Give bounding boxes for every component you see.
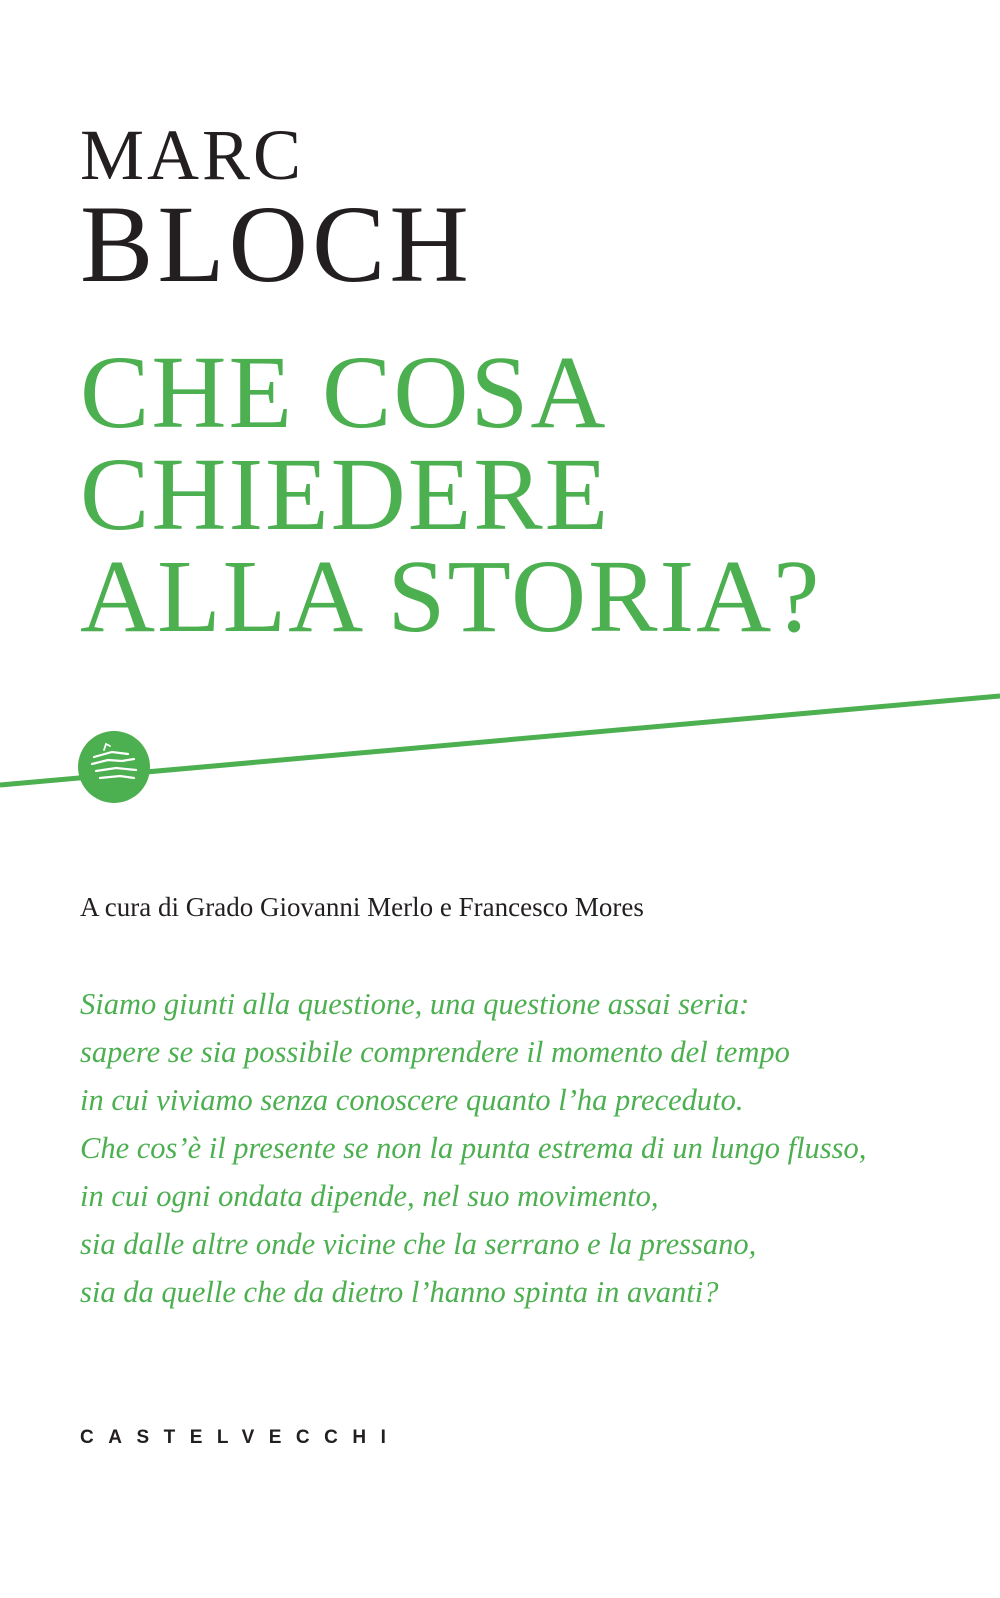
quote-line-1: Siamo giunti alla questione, una questione assai seria:: [80, 987, 750, 1021]
quote-line-6: sia dalle altre onde vicine che la serrano e la pressano,: [80, 1227, 757, 1261]
title-line-3: ALLA STORIA?: [80, 539, 822, 654]
quote-line-7: sia da quelle che da dietro l’hanno spinta in avanti?: [80, 1275, 719, 1309]
author-name: [80, 115, 473, 305]
title-line-2: CHIEDERE: [80, 437, 611, 552]
divider-with-logo: [0, 680, 1000, 810]
curator-credit: A cura di Grado Giovanni Merlo e Francesco Mores: [80, 892, 644, 922]
cover-quote: [80, 980, 866, 1316]
publisher-name: CASTELVECCHI: [80, 1427, 401, 1448]
author-first-name: MARC: [80, 115, 305, 195]
quote-line-2: sapere se sia possibile comprendere il momento del tempo: [80, 1035, 790, 1069]
title-line-1: CHE COSA: [80, 335, 608, 450]
quote-line-5: in cui ogni ondata dipende, nel suo movimento,: [80, 1179, 659, 1213]
ship-logo-icon: [78, 731, 150, 803]
quote-line-3: in cui viviamo senza conoscere quanto l’ha preceduto.: [80, 1083, 744, 1117]
quote-line-4: Che cos’è il presente se non la punta estrema di un lungo flusso,: [80, 1131, 867, 1165]
author-last-name: BLOCH: [80, 183, 473, 305]
green-divider-line: [0, 696, 1000, 785]
book-title: [80, 335, 822, 654]
